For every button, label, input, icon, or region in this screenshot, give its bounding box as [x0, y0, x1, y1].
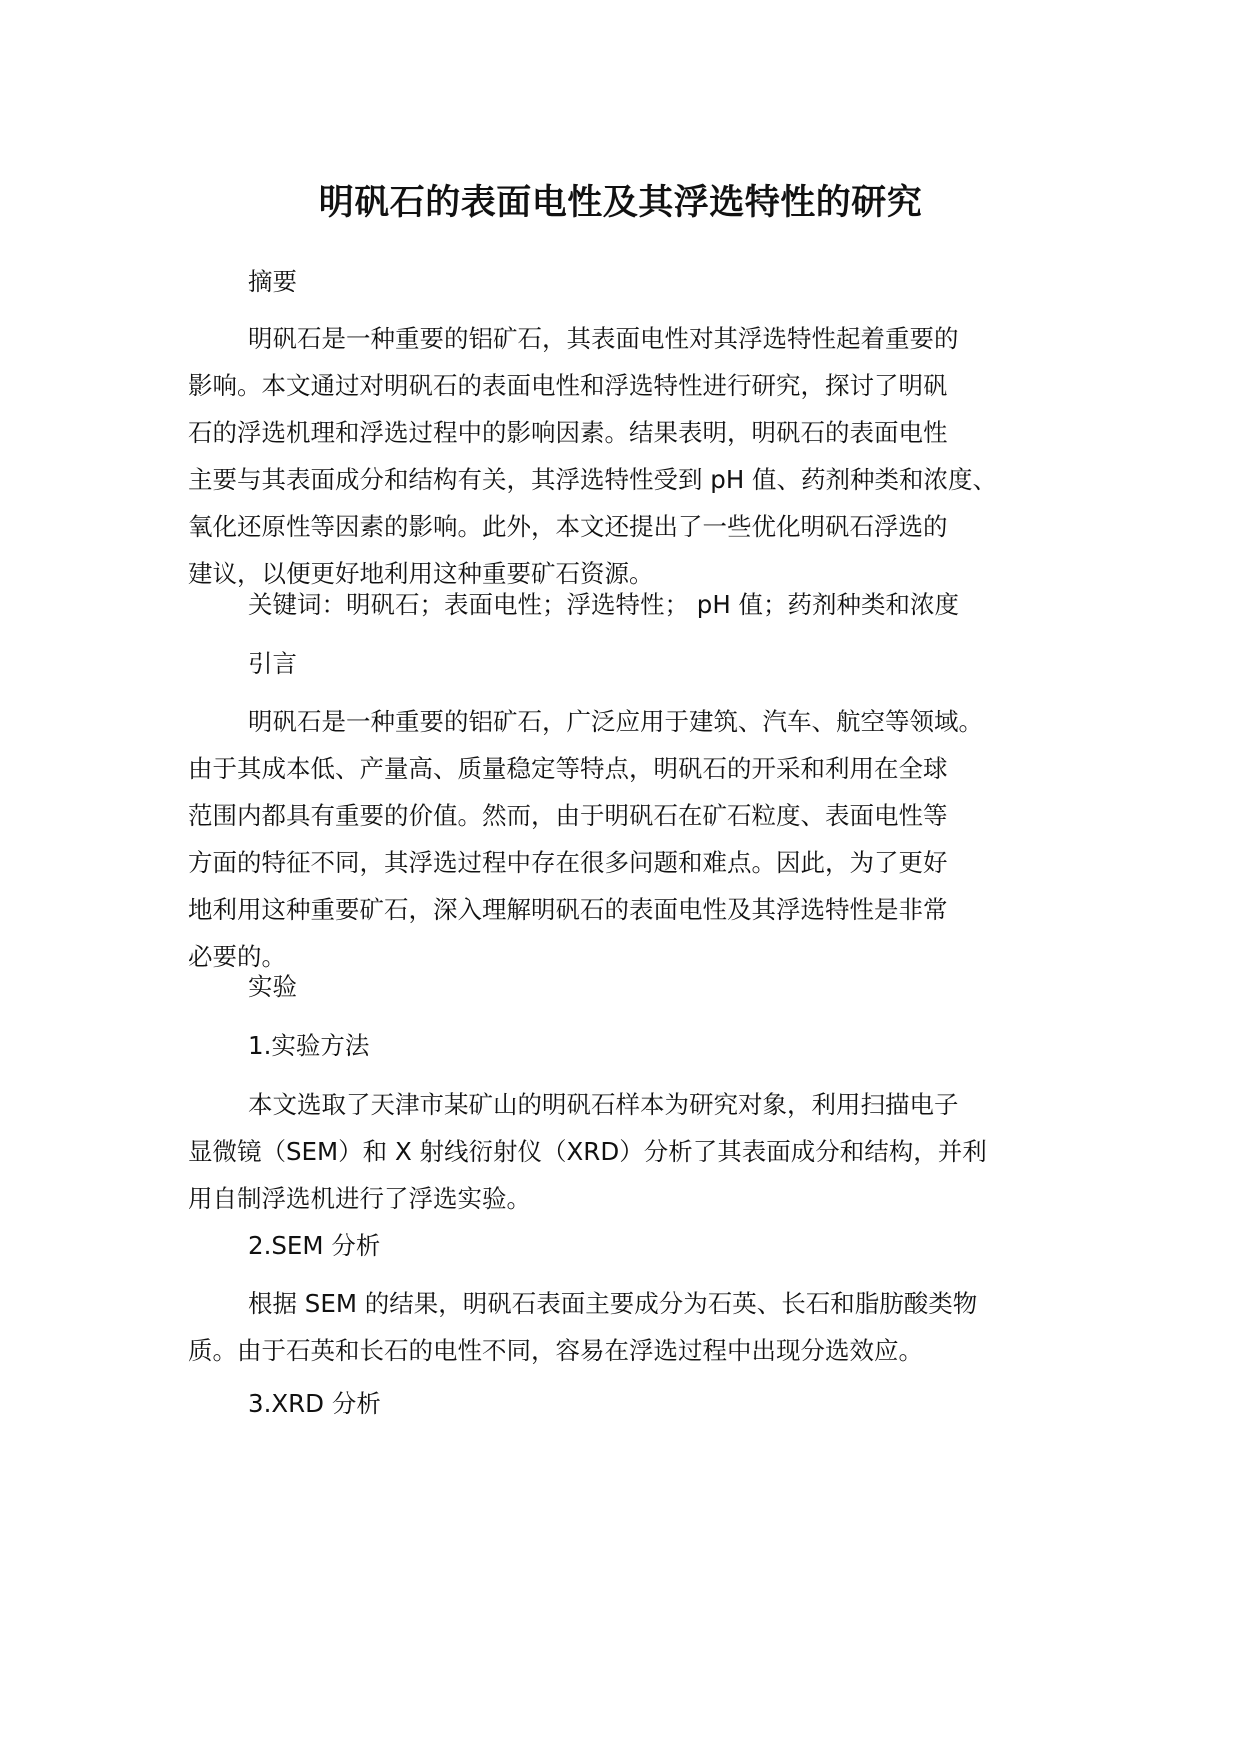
intro-heading: 引言	[248, 649, 297, 678]
abstract-line: 石的浮选机理和浮选过程中的影响因素。结果表明，明矾石的表面电性	[188, 418, 948, 447]
intro-line: 必要的。	[188, 942, 286, 971]
abstract-line: 明矾石是一种重要的铝矿石，其表面电性对其浮选特性起着重要的	[248, 324, 959, 353]
method-line: 用自制浮选机进行了浮选实验。	[188, 1184, 531, 1213]
abstract-line: 氧化还原性等因素的影响。此外，本文还提出了一些优化明矾石浮选的	[188, 512, 948, 541]
experiment-heading: 实验	[248, 972, 297, 1001]
intro-line: 范围内都具有重要的价值。然而，由于明矾石在矿石粒度、表面电性等	[188, 801, 948, 830]
abstract-line: 主要与其表面成分和结构有关，其浮选特性受到 pH 值、药剂种类和浓度、	[188, 465, 998, 494]
sem-heading: 2.SEM 分析	[248, 1231, 381, 1260]
keywords-line: 关键词：明矾石；表面电性；浮选特性； pH 值；药剂种类和浓度	[248, 590, 960, 619]
abstract-heading: 摘要	[248, 267, 297, 296]
method-line: 本文选取了天津市某矿山的明矾石样本为研究对象，利用扫描电子	[248, 1090, 959, 1119]
abstract-line: 影响。本文通过对明矾石的表面电性和浮选特性进行研究，探讨了明矾	[188, 371, 948, 400]
intro-line: 由于其成本低、产量高、质量稳定等特点，明矾石的开采和利用在全球	[188, 754, 948, 783]
method-line: 显微镜（SEM）和 X 射线衍射仪（XRD）分析了其表面成分和结构，并利	[188, 1137, 987, 1166]
xrd-heading: 3.XRD 分析	[248, 1389, 381, 1418]
intro-paragraph	[188, 698, 1058, 980]
method-heading: 1.实验方法	[248, 1031, 370, 1060]
document-title: 明矾石的表面电性及其浮选特性的研究	[318, 183, 923, 223]
sem-line: 质。由于石英和长石的电性不同，容易在浮选过程中出现分选效应。	[188, 1336, 923, 1365]
sem-paragraph	[188, 1280, 1058, 1374]
abstract-line: 建议，以便更好地利用这种重要矿石资源。	[188, 559, 654, 588]
method-paragraph	[188, 1081, 1058, 1222]
sem-line: 根据 SEM 的结果，明矾石表面主要成分为石英、长石和脂肪酸类物	[248, 1289, 978, 1318]
intro-line: 方面的特征不同，其浮选过程中存在很多问题和难点。因此，为了更好	[188, 848, 948, 877]
intro-line: 地利用这种重要矿石，深入理解明矾石的表面电性及其浮选特性是非常	[188, 895, 948, 924]
abstract-paragraph	[188, 315, 1058, 597]
intro-line: 明矾石是一种重要的铝矿石，广泛应用于建筑、汽车、航空等领域。	[248, 707, 983, 736]
